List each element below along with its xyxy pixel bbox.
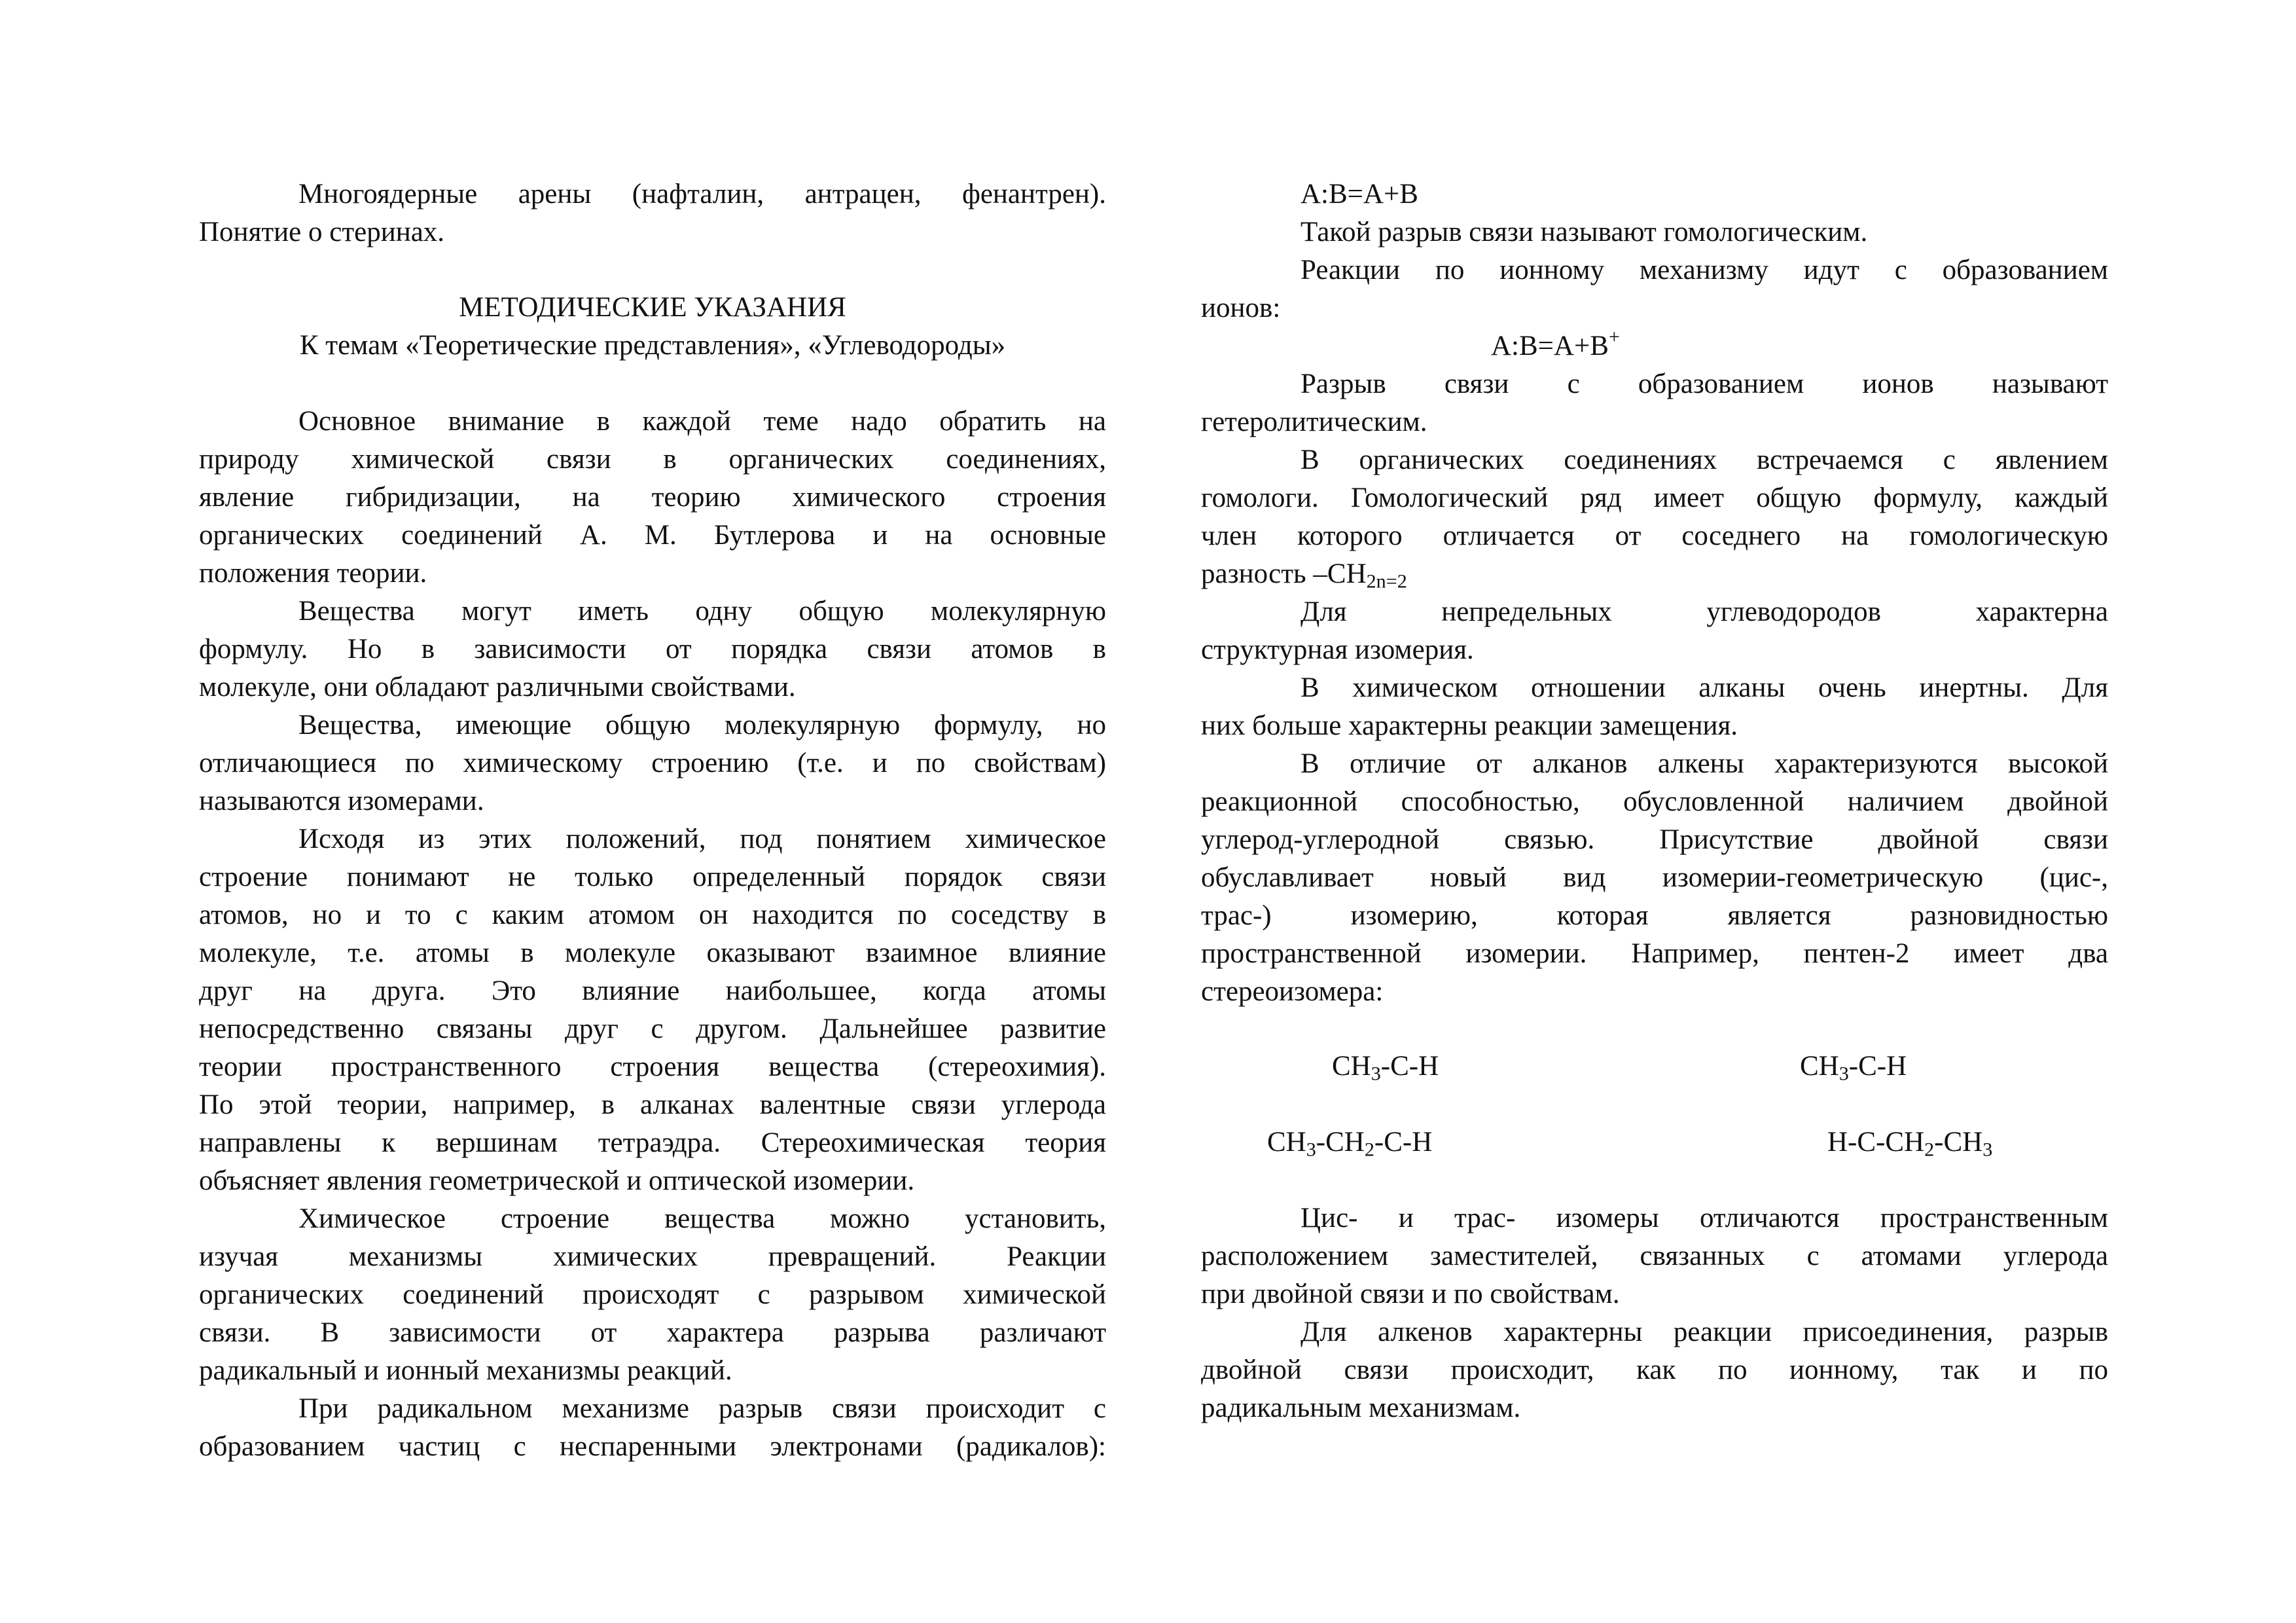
paragraph-line: пространственной изомерии. Например, пентен-2 имеет два <box>1201 938 2108 969</box>
paragraph-line: радикальным механизмам. <box>1201 1393 1521 1423</box>
paragraph-line: образованием частиц с неспаренными электронами (радикалов): <box>199 1431 1106 1462</box>
paragraph-line: структурная изомерия. <box>1201 634 1474 665</box>
paragraph-line: молекуле, т.е. атомы в молекуле оказывают взаимное влияние <box>199 938 1106 968</box>
paragraph-line: обуславливает новый вид изомерии-геометрическую (цис-, <box>1201 862 2108 893</box>
paragraph-line: называются изомерами. <box>199 786 484 816</box>
intro-line: Понятие о стеринах. <box>199 217 445 247</box>
paragraph-line: В органических соединениях встречаемся с явлением <box>1300 445 2108 475</box>
section-heading: МЕТОДИЧЕСКИЕ УКАЗАНИЯ <box>459 292 846 323</box>
formula-part: CH <box>1800 1051 1839 1082</box>
paragraph-line: положения теории. <box>199 558 427 589</box>
formula-part: -C-H <box>1374 1127 1433 1158</box>
homolog-subscript: 2n=2 <box>1366 570 1407 593</box>
formula-subscript: 2 <box>1364 1138 1374 1161</box>
paragraph-line: расположением заместителей, связанных с атомами углерода <box>1201 1241 2108 1271</box>
paragraph-line: строение понимают не только определенный порядок связи <box>199 862 1106 892</box>
paragraph-line: органических соединений происходят с разрывом химической <box>199 1279 1106 1310</box>
intro-line: Многоядерные арены (нафталин, антрацен, фенантрен). <box>298 179 1106 210</box>
formula-subscript: 3 <box>1839 1062 1849 1085</box>
formula-part: -C-H <box>1380 1051 1439 1082</box>
formula-subscript: 3 <box>1306 1138 1316 1161</box>
paragraph-line: связи. В зависимости от характера разрыва различают <box>199 1317 1106 1348</box>
cis-isomer-bottom <box>1267 1126 1432 1159</box>
paragraph-line: формулу. Но в зависимости от порядка связи атомов в <box>199 634 1106 665</box>
paragraph-line: углерод-углеродной связью. Присутствие двойной связи <box>1201 824 2108 855</box>
trans-isomer-top <box>1800 1050 1907 1083</box>
paragraph-line: По этой теории, например, в алканах валентные связи углерода <box>199 1089 1106 1120</box>
paragraph-line: объясняет явления геометрической и оптической изомерии. <box>199 1165 915 1196</box>
paragraph-line: друг на друга. Это влияние наибольшее, когда атомы <box>199 976 1106 1006</box>
paragraph-line: реакционной способностью, обусловленной наличием двойной <box>1201 786 2108 817</box>
paragraph-line: Реакции по ионному механизму идут с образованием <box>1300 255 2108 285</box>
paragraph-line: радикальный и ионный механизмы реакций. <box>199 1355 732 1386</box>
paragraph-line: Для алкенов характерны реакции присоединения, разрыв <box>1300 1317 2108 1347</box>
paragraph-line: гетеролитическим. <box>1201 407 1427 437</box>
formula-part: H-C-CH <box>1827 1127 1925 1158</box>
formula-subscript: 3 <box>1371 1062 1381 1085</box>
formula-part: -C-H <box>1848 1051 1907 1082</box>
formula-homolytic: A:B=A+B <box>1300 179 1418 210</box>
paragraph-line: ионов: <box>1201 293 1281 323</box>
formula-part: -CH <box>1316 1127 1365 1158</box>
paragraph-line: В химическом отношении алканы очень инертны. Для <box>1300 672 2108 703</box>
paragraph-line: явление гибридизации, на теорию химического строения <box>199 482 1106 513</box>
paragraph-line: Химическое строение вещества можно установить, <box>298 1203 1106 1234</box>
cis-isomer-top <box>1332 1050 1439 1083</box>
section-subheading: К темам «Теоретические представления», «Углеводороды» <box>299 330 1006 361</box>
paragraph-line: Вещества могут иметь одну общую молекулярную <box>298 596 1106 627</box>
paragraph-line: молекуле, они обладают различными свойствами. <box>199 672 796 702</box>
paragraph-line: отличающиеся по химическому строению (т.е. и по свойствам) <box>199 748 1106 778</box>
paragraph-line: них больше характерны реакции замещения. <box>1201 710 1738 741</box>
formula-part: CH <box>1332 1051 1371 1082</box>
paragraph-line: Разрыв связи с образованием ионов называют <box>1300 369 2108 399</box>
paragraph-line: При радикальном механизме разрыв связи происходит с <box>298 1393 1106 1424</box>
paragraph-line: Основное внимание в каждой теме надо обратить на <box>298 406 1106 437</box>
paragraph-line: Вещества, имеющие общую молекулярную формулу, но <box>298 710 1106 740</box>
paragraph-line: В отличие от алканов алкены характеризуются высокой <box>1300 748 2108 779</box>
paragraph-line: гомологи. Гомологический ряд имеет общую формулу, каждый <box>1201 483 2108 513</box>
paragraph-line: стереоизомера: <box>1201 976 1384 1007</box>
paragraph-line: Такой разрыв связи называют гомологическим. <box>1300 217 1868 247</box>
trans-isomer-bottom <box>1827 1126 1992 1159</box>
paragraph-line: Цис- и трас- изомеры отличаются пространственным <box>1300 1203 2108 1233</box>
formula-ionic-charge: + <box>1608 325 1620 348</box>
paragraph-line: теории пространственного строения вещества (стереохимия). <box>199 1051 1106 1082</box>
paragraph-line: Для непредельных углеводородов характерна <box>1300 596 2108 627</box>
formula-ionic <box>1201 325 2108 363</box>
paragraph-line: природу химической связи в органических соединениях, <box>199 444 1106 475</box>
paragraph-line: член которого отличается от соседнего на гомологическую <box>1201 520 2108 551</box>
paragraph-line: трас-) изомерию, которая является разновидностью <box>1201 900 2108 931</box>
formula-part: -CH <box>1934 1127 1983 1158</box>
paragraph-line: атомов, но и то с каким атомом он находится по соседству в <box>199 900 1106 930</box>
paragraph-line: изучая механизмы химических превращений. Реакции <box>199 1241 1106 1272</box>
paragraph-line: непосредственно связаны друг с другом. Дальнейшее развитие <box>199 1013 1106 1044</box>
homolog-prefix: разность –CH <box>1201 558 1367 589</box>
paragraph-line: направлены к вершинам тетраэдра. Стереохимическая теория <box>199 1127 1106 1158</box>
formula-subscript: 2 <box>1924 1138 1935 1161</box>
paragraph-line: органических соединений А. М. Бутлерова и на основные <box>199 520 1106 551</box>
formula-part: CH <box>1267 1127 1306 1158</box>
formula-subscript: 3 <box>1982 1138 1993 1161</box>
paragraph-line: при двойной связи и по свойствам. <box>1201 1279 1620 1309</box>
paragraph-line: Исходя из этих положений, под понятием химическое <box>298 824 1106 854</box>
formula-ionic-text: A:B=A+B <box>1491 331 1609 361</box>
homologous-difference <box>1201 558 2108 591</box>
paragraph-line: двойной связи происходит, как по ионному, так и по <box>1201 1355 2108 1385</box>
